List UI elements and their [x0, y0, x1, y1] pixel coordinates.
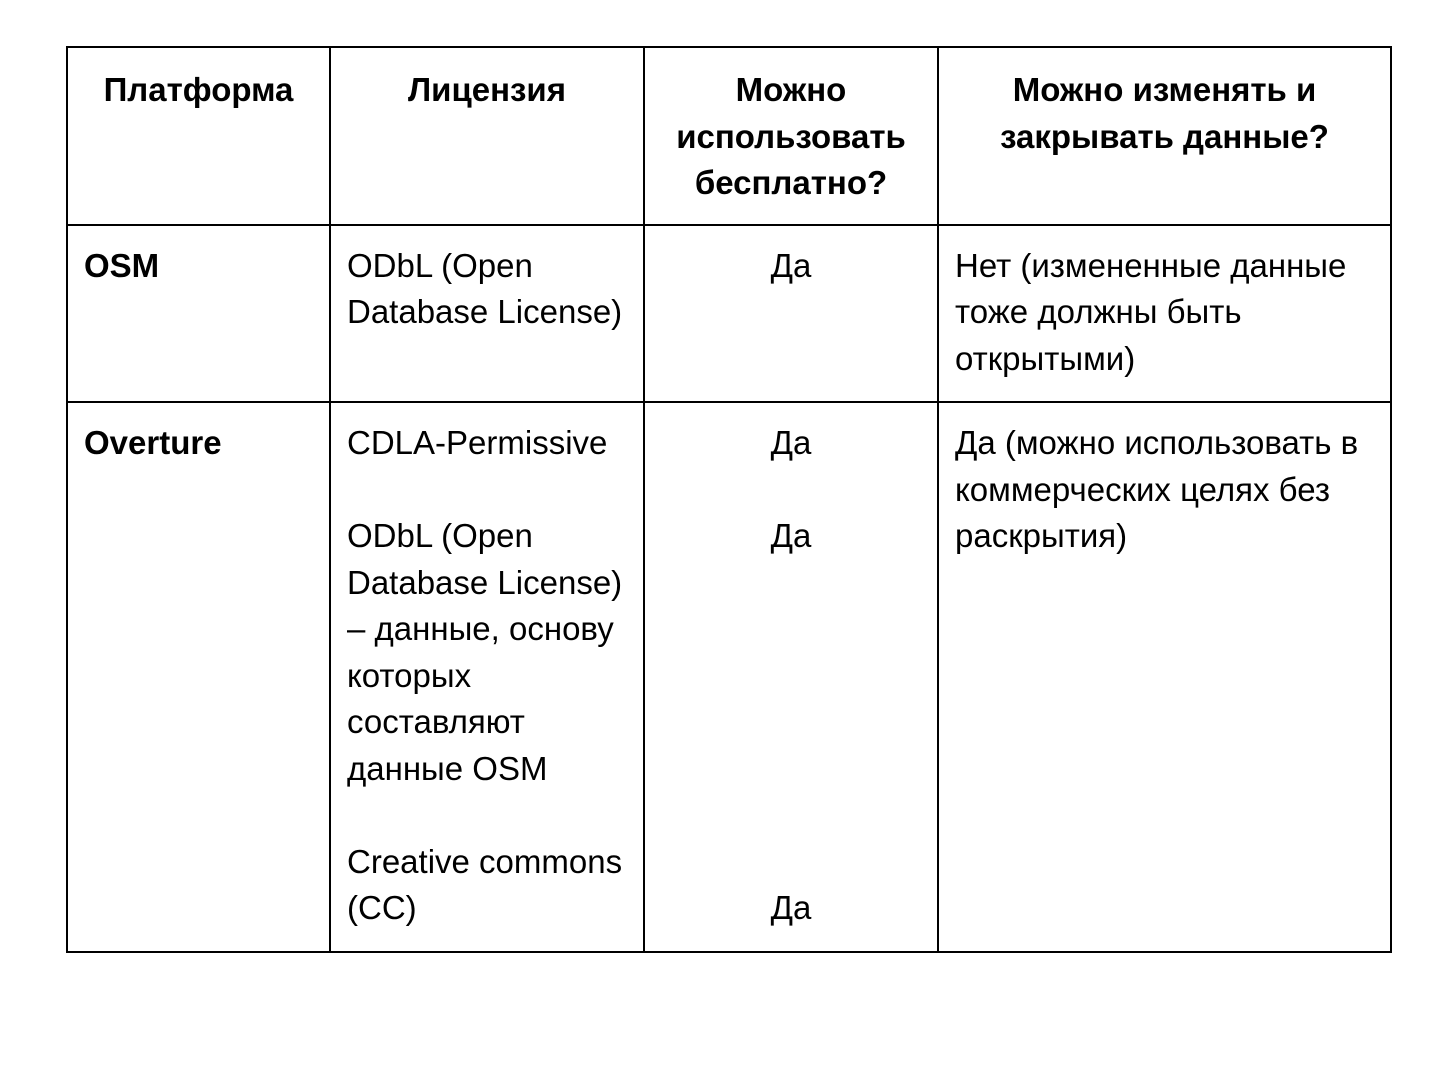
platform-cell: OSM — [67, 225, 330, 403]
table-row — [67, 225, 1391, 403]
table-header — [67, 47, 1391, 225]
modify-cell: Да (можно использовать в коммерческих целях без раскрытия) — [938, 402, 1391, 952]
license-item: CDLA-Permissive — [347, 424, 608, 461]
license-item: ODbL (Open Database License) — [347, 246, 623, 330]
free-use-value: Да — [770, 424, 812, 461]
table-row — [67, 402, 1391, 952]
header-license: Лицензия — [330, 47, 644, 225]
free-use-value: Да — [770, 889, 812, 926]
license-cell — [330, 225, 644, 403]
header-platform: Платформа — [67, 47, 330, 225]
free-use-cell — [644, 225, 938, 403]
license-item: Creative commons (CC) — [347, 842, 623, 926]
modify-cell: Нет (измененные данные тоже должны быть открытыми) — [938, 225, 1391, 403]
platform-cell: Overture — [67, 402, 330, 952]
license-cell — [330, 402, 644, 952]
header-free-use: Можно использовать бесплатно? — [644, 47, 938, 225]
free-use-cell — [644, 402, 938, 952]
license-comparison-table — [66, 46, 1392, 953]
header-row — [67, 47, 1391, 225]
header-modify-close: Можно изменять и закрывать данные? — [938, 47, 1391, 225]
table-body — [67, 225, 1391, 952]
license-item: ODbL (Open Database License) – данные, основу которых составляют данные OSM — [347, 517, 623, 787]
free-use-value: Да — [770, 246, 812, 284]
free-use-value: Да — [770, 517, 812, 554]
